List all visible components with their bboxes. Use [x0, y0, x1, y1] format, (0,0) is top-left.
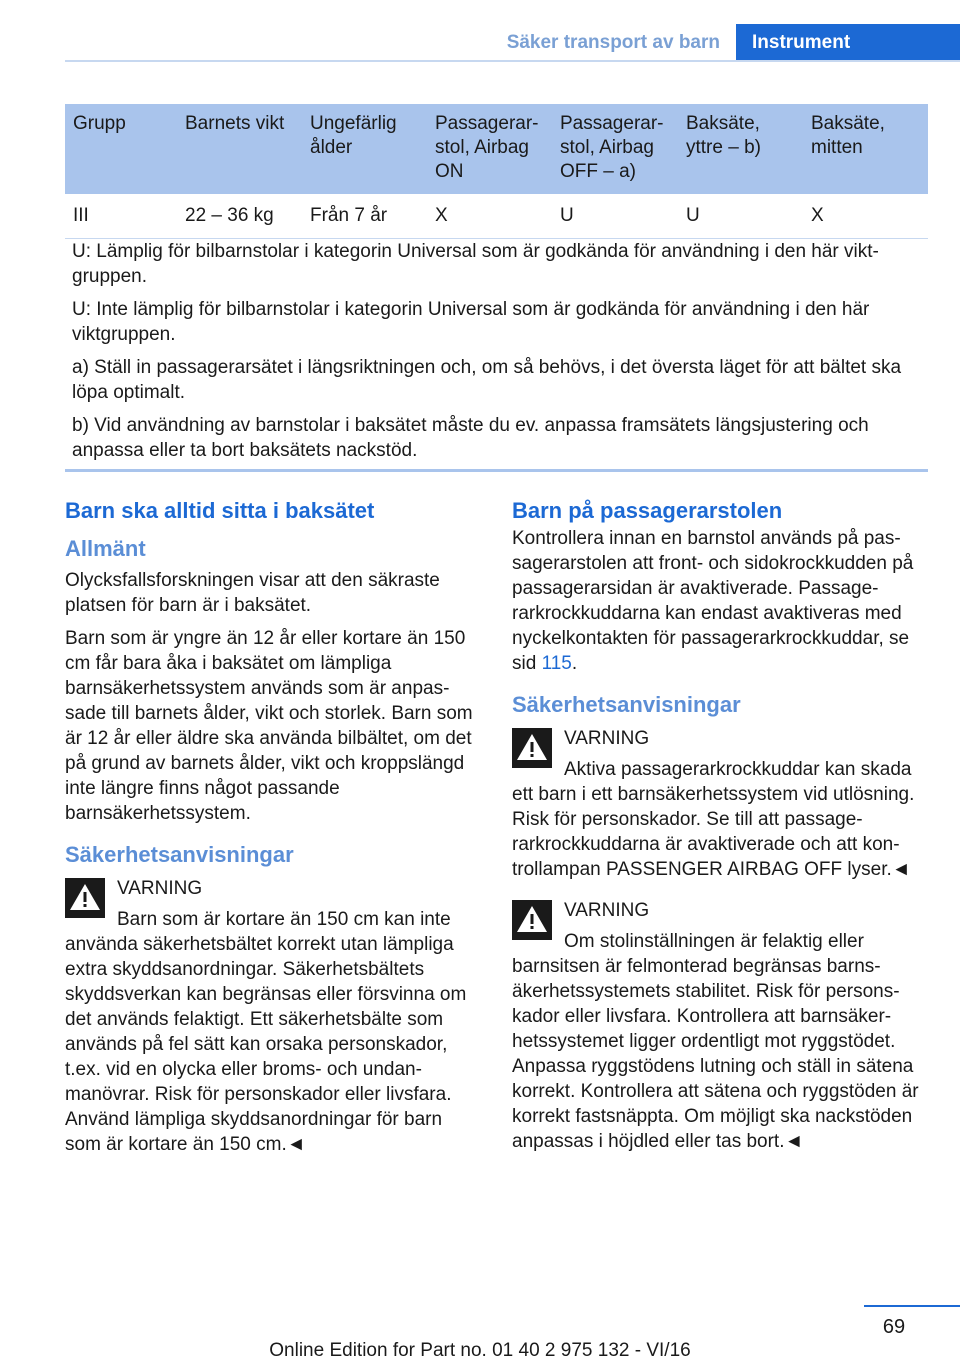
warning-title: VARNING [564, 728, 650, 749]
warning-block [65, 876, 483, 1157]
section-heading: Barn ska alltid sitta i baksätet [65, 498, 375, 523]
paragraph: Olycksfallsforskningen visar att den säkraste platsen för barn är i baksätet. [65, 570, 440, 616]
table-note: b) Vid användning av barnstolar i baksätet måste du ev. anpassa framsätets längsjustering och anpassa eller ta bort baksätets nackstöd. [72, 415, 869, 461]
table-header-cell: Baksäte, yttre – b) [678, 104, 803, 194]
table-cell: X [803, 194, 928, 239]
table-header-cell: Barnets vikt [177, 104, 302, 194]
warning-text: Aktiva passagerarkrockkuddar kan skada ett barn i ett barnsäkerhetssystem vid utlösning. Risk för personskador. Se till att passagerarkrockkuddarna är avaktiverade och att kontrollampan PASSENGER AIRBAG OFF lyser.◄ [512, 759, 915, 880]
right-column [512, 496, 930, 1154]
table-cell: III [65, 194, 177, 239]
table-row [65, 194, 928, 239]
table-cell: 22 – 36 kg [177, 194, 302, 239]
warning-block [512, 726, 930, 882]
table-header-row [65, 104, 928, 194]
header-section-title: Säker transport av barn [506, 32, 720, 53]
table-header-cell: Passagerar-stol, Airbag OFF – a) [552, 104, 678, 194]
warning-title: VARNING [564, 900, 650, 921]
table-header-cell: Baksäte, mitten [803, 104, 928, 194]
header-divider [65, 60, 960, 62]
warning-text: Barn som är kortare än 150 cm kan inte använda säkerhetsbältet korrekt utan lämpliga extra skyddsanordningar. Säkerhetsbältets skyddsverkan kan begränsas eller försvinna om det används felaktigt. Ett säkerhetsbälte som används på fel sätt kan orsaka personskador, t.ex. vid en olycka eller broms- och undanmanövrar. Risk för personskador eller livsfara. Använd lämpliga skyddsanordningar för barn som är kortare än 150 cm.◄ [65, 909, 467, 1155]
edition-footer: Online Edition for Part no. 01 40 2 975 132 - VI/16 [269, 1340, 691, 1361]
table-cell: U [552, 194, 678, 239]
paragraph-end: . [571, 653, 578, 674]
warning-triangle-icon [512, 728, 552, 768]
warning-triangle-icon [512, 900, 552, 940]
footer-divider [864, 1305, 960, 1307]
table-note: U: Lämplig för bilbarnstolar i kategorin Universal som är godkända för användning i den här viktgruppen. [72, 241, 879, 287]
paragraph: Barn som är yngre än 12 år eller kortare än 150 cm får bara åka i baksätet om lämpliga barnsäkerhetssystem används som är anpassade till barnets ålder, vikt och storlek. Barn som är 12 år eller äldre ska använda bilbältet, om det på grund av barnets ålder, vikt och kroppslängd inte längre finns något passande barnsäkerhetssystem. [65, 628, 473, 824]
paragraph-text: Kontrollera innan en barnstol används på passagerarstolen att front- och sidokrockkudden på passagerarsidan är avaktiverade. Passagerarkrockkuddarna kan endast avaktiveras med nyckelkontakten för passagerarkrockkuddar, se sid [512, 528, 914, 674]
table-cell: Från 7 år [302, 194, 427, 239]
child-seat-table [65, 104, 928, 239]
table-note: a) Ställ in passagerarsätet i längsriktningen och, om så behövs, i det översta läget för att bältet ska löpa optimalt. [72, 357, 902, 403]
page-number: 69 [882, 1316, 906, 1338]
warning-triangle-icon [65, 878, 105, 918]
warning-text: Om stolinställningen är felaktig eller barnsitsen är felmonterad begränsas barnsäkerhetssystemets stabilitet. Risk för personskador eller livsfara. Kontrollera att barnsäkerhetssystemet ligger ordentligt mot ryggstödet. Anpassa ryggstödens lutning och ställ in sätena korrekt. Kontrollera att sätena och ryggstöden är korrekt fastsnäppta. Om möjligt ska nackstöden anpassas i höjdled eller tas bort.◄ [512, 931, 919, 1152]
table-header-cell: Passagerar-stol, Airbag ON [427, 104, 552, 194]
left-column [65, 496, 483, 1157]
warning-block [512, 898, 930, 1154]
table-cell: U [678, 194, 803, 239]
table-notes [72, 240, 922, 472]
table-cell: X [427, 194, 552, 239]
page-reference-link[interactable]: 115 [541, 653, 572, 674]
subheading-general: Allmänt [65, 536, 146, 561]
table-header-cell: Ungefärlig ålder [302, 104, 427, 194]
header-chapter-tab: Instrument [736, 24, 960, 61]
subheading-safety: Säkerhetsanvisningar [65, 842, 294, 867]
section-heading: Barn på passagerarstolen [512, 498, 783, 523]
table-header-cell: Grupp [65, 104, 177, 194]
warning-title: VARNING [117, 878, 203, 899]
paragraph [512, 526, 930, 676]
subheading-safety: Säkerhetsanvisningar [512, 692, 741, 717]
table-note: U: Inte lämplig för bilbarnstolar i kategorin Universal som är godkända för användning i den här viktgruppen. [72, 299, 870, 345]
table-bottom-divider [65, 469, 928, 472]
